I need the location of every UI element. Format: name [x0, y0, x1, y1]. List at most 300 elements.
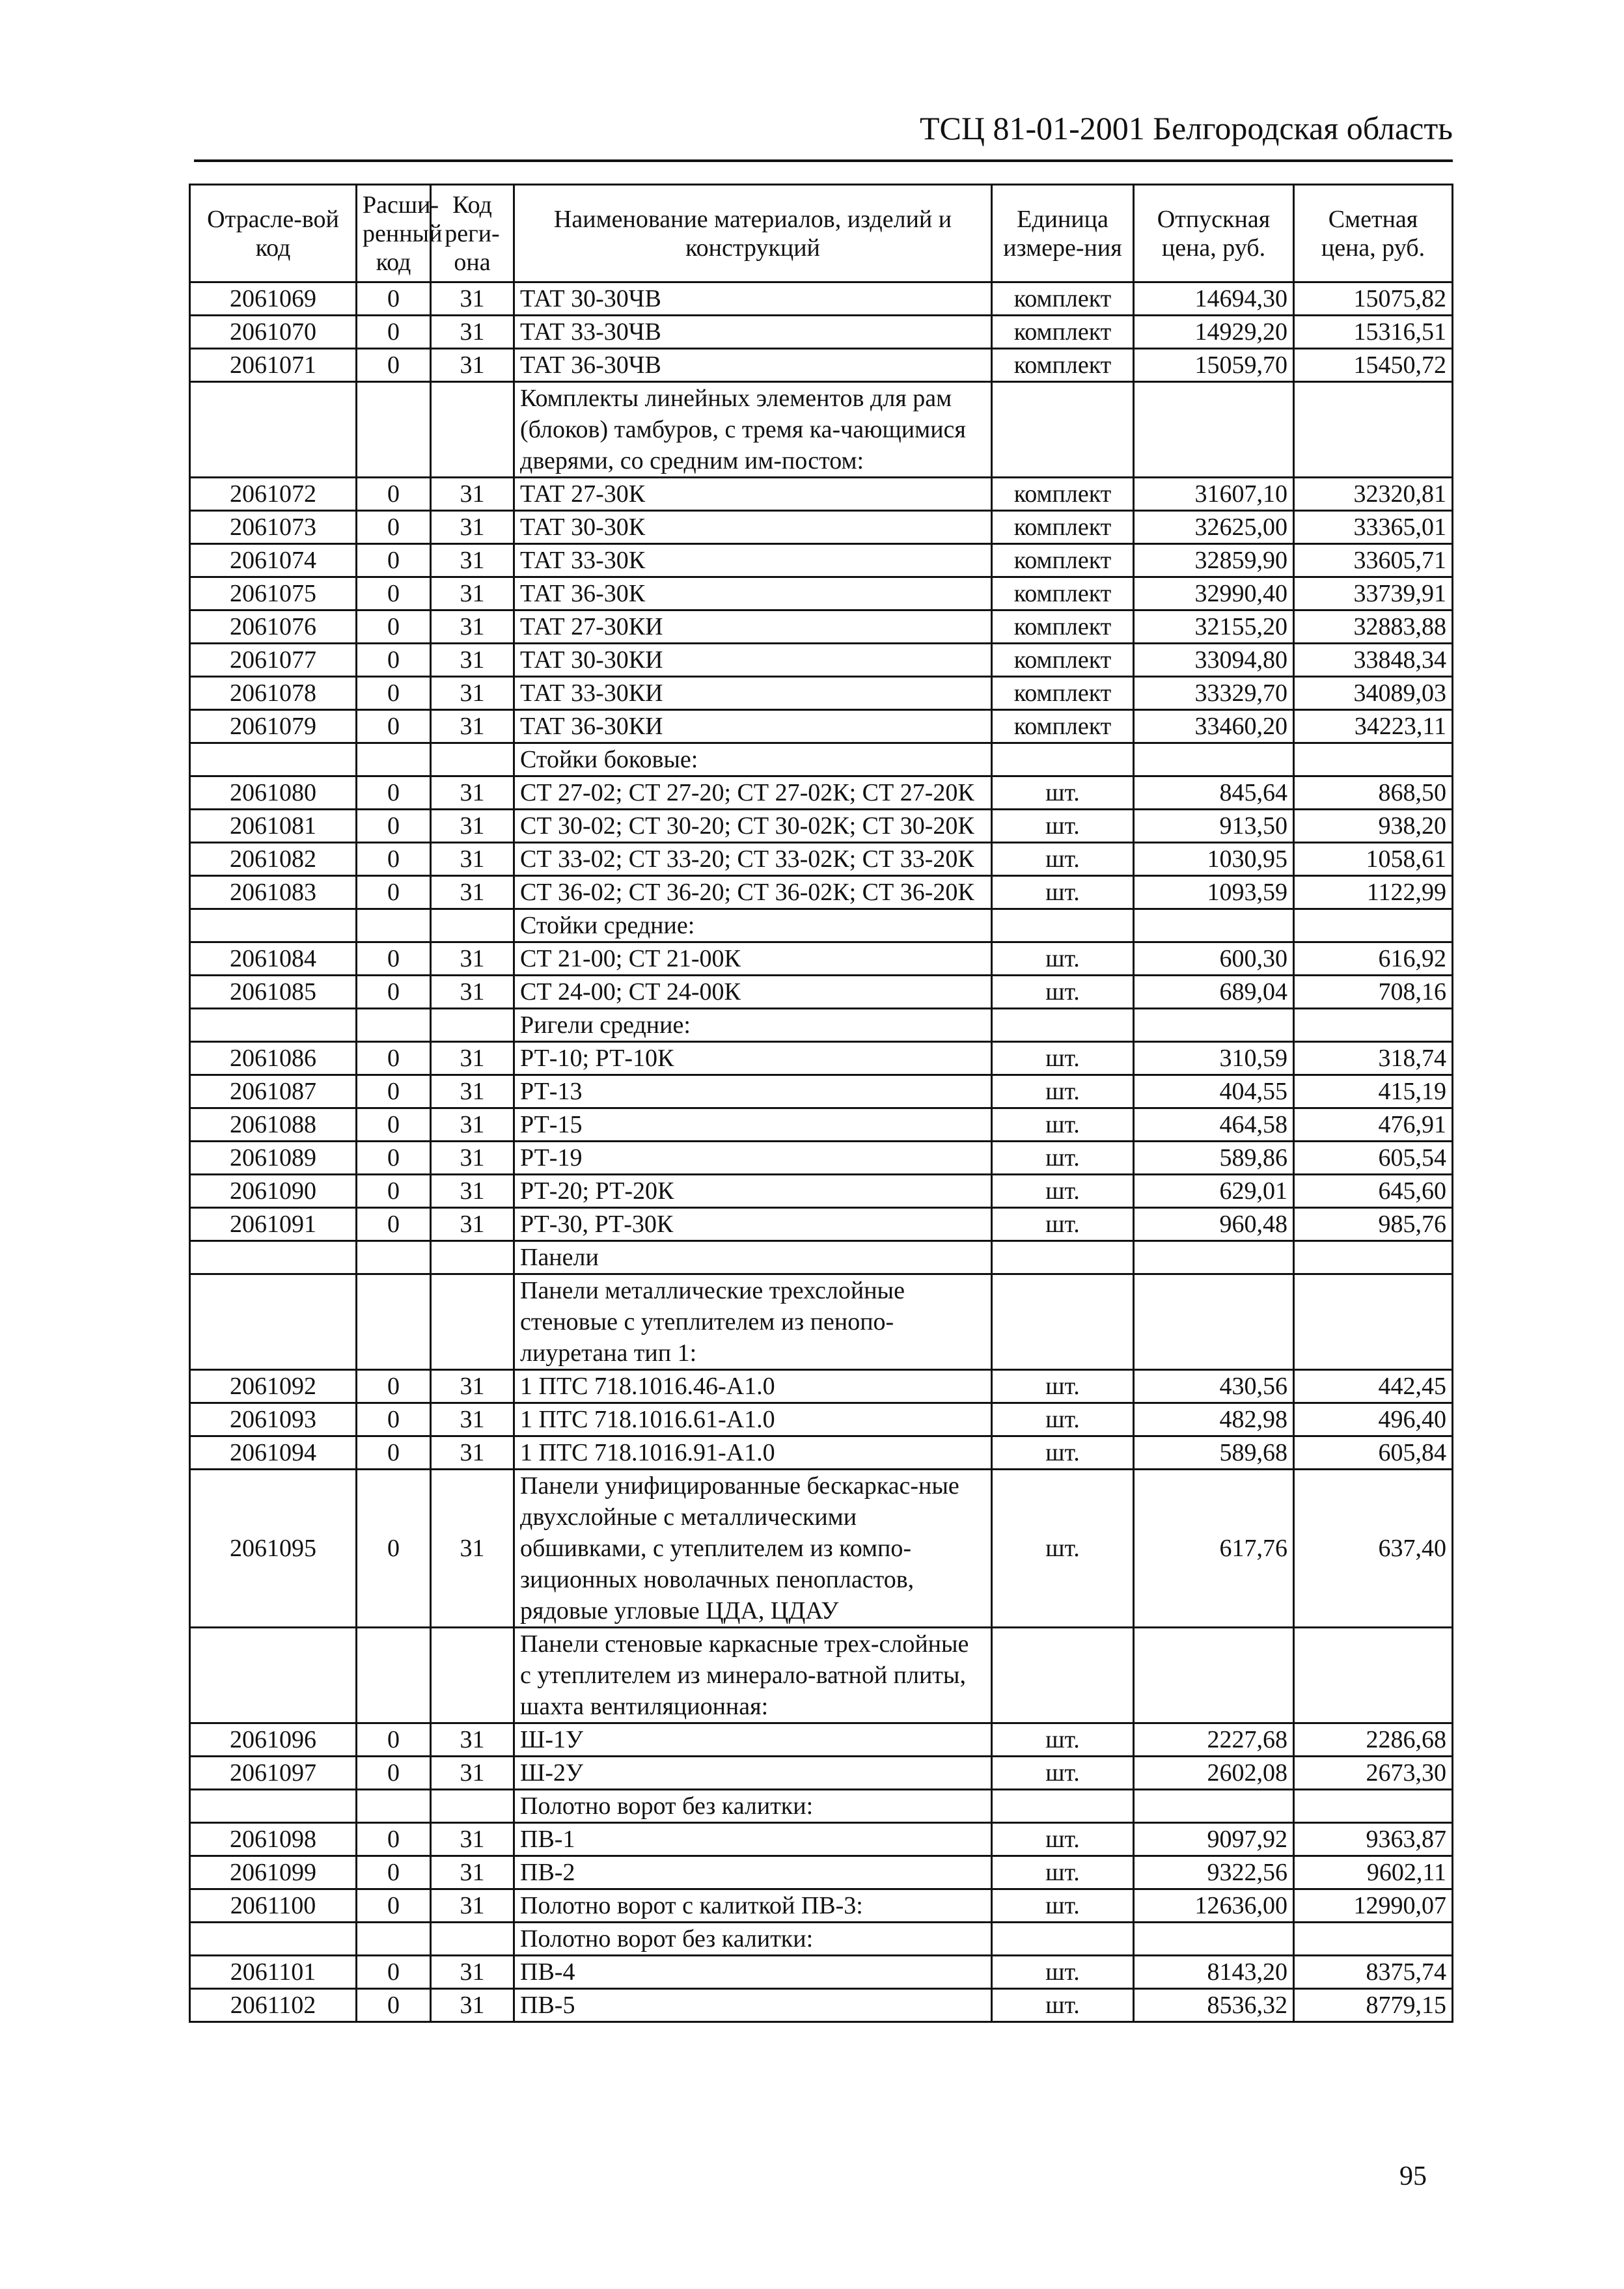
cell-code: 2061086	[190, 1042, 357, 1075]
cell-name: ТАТ 33-30К	[514, 544, 992, 577]
cell-estimate-price: 9363,87	[1294, 1823, 1453, 1856]
cell-name: ПВ-5	[514, 1989, 992, 2022]
cell-code: 2061080	[190, 776, 357, 810]
cell-unit: шт.	[992, 942, 1134, 976]
cell-unit	[992, 1923, 1134, 1956]
cell-unit: шт.	[992, 1208, 1134, 1241]
cell-region-code: 31	[431, 843, 514, 876]
cell-unit: шт.	[992, 810, 1134, 843]
cell-code: 2061088	[190, 1108, 357, 1142]
cell-name: СТ 27-02; СТ 27-20; СТ 27-02К; СТ 27-20К	[514, 776, 992, 810]
cell-code	[190, 1241, 357, 1274]
table-row	[190, 1274, 1453, 1370]
cell-release-price	[1134, 1241, 1294, 1274]
cell-code: 2061094	[190, 1436, 357, 1470]
cell-region-code: 31	[431, 1436, 514, 1470]
table-row	[190, 1923, 1453, 1956]
cell-ext-code: 0	[357, 1042, 431, 1075]
cell-code: 2061073	[190, 511, 357, 544]
cell-estimate-price: 8375,74	[1294, 1956, 1453, 1989]
cell-ext-code: 0	[357, 1108, 431, 1142]
cell-unit	[992, 1274, 1134, 1370]
cell-name: ТАТ 30-30ЧВ	[514, 282, 992, 316]
cell-code: 2061085	[190, 976, 357, 1009]
cell-region-code: 31	[431, 1956, 514, 1989]
cell-unit	[992, 1009, 1134, 1042]
cell-unit: шт.	[992, 1757, 1134, 1790]
cell-estimate-price: 15450,72	[1294, 349, 1453, 382]
col-header-estimate-price: Сметная цена, руб.	[1294, 185, 1453, 282]
cell-name: Стойки средние:	[514, 909, 992, 942]
cell-name: СТ 33-02; СТ 33-20; СТ 33-02К; СТ 33-20К	[514, 843, 992, 876]
cell-name: РТ-15	[514, 1108, 992, 1142]
cell-estimate-price: 33365,01	[1294, 511, 1453, 544]
cell-estimate-price	[1294, 1274, 1453, 1370]
cell-ext-code: 0	[357, 1403, 431, 1436]
cell-region-code: 31	[431, 710, 514, 743]
cell-release-price: 404,55	[1134, 1075, 1294, 1108]
table-row	[190, 1208, 1453, 1241]
cell-region-code: 31	[431, 544, 514, 577]
cell-estimate-price: 415,19	[1294, 1075, 1453, 1108]
cell-estimate-price	[1294, 909, 1453, 942]
cell-region-code: 31	[431, 1403, 514, 1436]
cell-region-code: 31	[431, 1757, 514, 1790]
table-row	[190, 1856, 1453, 1889]
cell-region-code: 31	[431, 1208, 514, 1241]
cell-region-code: 31	[431, 1889, 514, 1923]
cell-release-price: 2602,08	[1134, 1757, 1294, 1790]
cell-code	[190, 1628, 357, 1723]
cell-release-price: 960,48	[1134, 1208, 1294, 1241]
cell-unit: комплект	[992, 677, 1134, 710]
cell-estimate-price: 442,45	[1294, 1370, 1453, 1403]
col-header-unit: Единица измере-ния	[992, 185, 1134, 282]
cell-code: 2061087	[190, 1075, 357, 1108]
cell-code: 2061101	[190, 1956, 357, 1989]
cell-region-code: 31	[431, 876, 514, 909]
cell-estimate-price: 9602,11	[1294, 1856, 1453, 1889]
cell-name: СТ 21-00; СТ 21-00К	[514, 942, 992, 976]
cell-estimate-price: 645,60	[1294, 1175, 1453, 1208]
table-row	[190, 1723, 1453, 1757]
cell-unit: комплект	[992, 349, 1134, 382]
cell-region-code: 31	[431, 282, 514, 316]
cell-ext-code: 0	[357, 1175, 431, 1208]
header-divider	[194, 159, 1453, 162]
cell-region-code	[431, 1923, 514, 1956]
col-header-code: Отрасле-вой код	[190, 185, 357, 282]
cell-unit: шт.	[992, 1403, 1134, 1436]
cell-release-price: 32990,40	[1134, 577, 1294, 610]
cell-ext-code: 0	[357, 710, 431, 743]
cell-region-code: 31	[431, 478, 514, 511]
table-row	[190, 1042, 1453, 1075]
cell-estimate-price	[1294, 1923, 1453, 1956]
table-row	[190, 511, 1453, 544]
cell-release-price: 9322,56	[1134, 1856, 1294, 1889]
col-header-region-code: Код реги-она	[431, 185, 514, 282]
cell-unit: комплект	[992, 577, 1134, 610]
cell-release-price: 589,86	[1134, 1142, 1294, 1175]
cell-estimate-price	[1294, 743, 1453, 776]
cell-code: 2061083	[190, 876, 357, 909]
table-row	[190, 1757, 1453, 1790]
cell-code: 2061097	[190, 1757, 357, 1790]
cell-unit: шт.	[992, 1042, 1134, 1075]
cell-region-code: 31	[431, 810, 514, 843]
cell-region-code: 31	[431, 644, 514, 677]
table-row	[190, 810, 1453, 843]
cell-code: 2061075	[190, 577, 357, 610]
cell-release-price: 8143,20	[1134, 1956, 1294, 1989]
cell-estimate-price: 15316,51	[1294, 316, 1453, 349]
cell-unit: шт.	[992, 776, 1134, 810]
table-body	[190, 282, 1453, 2022]
cell-ext-code: 0	[357, 776, 431, 810]
cell-code: 2061078	[190, 677, 357, 710]
cell-code: 2061089	[190, 1142, 357, 1175]
cell-release-price: 14929,20	[1134, 316, 1294, 349]
cell-name: СТ 36-02; СТ 36-20; СТ 36-02К; СТ 36-20К	[514, 876, 992, 909]
cell-estimate-price: 1058,61	[1294, 843, 1453, 876]
cell-ext-code: 0	[357, 1823, 431, 1856]
table-row	[190, 478, 1453, 511]
cell-name: ТАТ 33-30КИ	[514, 677, 992, 710]
cell-name: Ш-2У	[514, 1757, 992, 1790]
cell-release-price: 33460,20	[1134, 710, 1294, 743]
cell-ext-code: 0	[357, 1208, 431, 1241]
cell-code: 2061082	[190, 843, 357, 876]
cell-region-code: 31	[431, 1142, 514, 1175]
cell-ext-code	[357, 1009, 431, 1042]
table-row	[190, 1989, 1453, 2022]
cell-region-code: 31	[431, 577, 514, 610]
cell-estimate-price: 708,16	[1294, 976, 1453, 1009]
table-row	[190, 1009, 1453, 1042]
cell-name: ПВ-4	[514, 1956, 992, 1989]
table-row	[190, 1470, 1453, 1628]
cell-release-price	[1134, 743, 1294, 776]
cell-estimate-price: 496,40	[1294, 1403, 1453, 1436]
table-row	[190, 1075, 1453, 1108]
table-row	[190, 577, 1453, 610]
cell-unit: шт.	[992, 1075, 1134, 1108]
cell-ext-code: 0	[357, 1075, 431, 1108]
cell-region-code: 31	[431, 316, 514, 349]
cell-estimate-price: 476,91	[1294, 1108, 1453, 1142]
cell-unit: шт.	[992, 1108, 1134, 1142]
cell-unit: шт.	[992, 1989, 1134, 2022]
cell-unit: комплект	[992, 610, 1134, 644]
cell-release-price: 617,76	[1134, 1470, 1294, 1628]
cell-name: СТ 24-00; СТ 24-00К	[514, 976, 992, 1009]
cell-unit: комплект	[992, 511, 1134, 544]
cell-code: 2061095	[190, 1470, 357, 1628]
cell-region-code	[431, 1790, 514, 1823]
cell-unit	[992, 909, 1134, 942]
cell-code	[190, 909, 357, 942]
cell-region-code: 31	[431, 1856, 514, 1889]
cell-name: РТ-10; РТ-10К	[514, 1042, 992, 1075]
cell-ext-code	[357, 743, 431, 776]
cell-code	[190, 743, 357, 776]
cell-code: 2061098	[190, 1823, 357, 1856]
cell-name: Полотно ворот без калитки:	[514, 1790, 992, 1823]
cell-estimate-price: 637,40	[1294, 1470, 1453, 1628]
cell-code	[190, 1009, 357, 1042]
table-row	[190, 1403, 1453, 1436]
table-header-row	[190, 185, 1453, 282]
table-row	[190, 610, 1453, 644]
cell-region-code: 31	[431, 1075, 514, 1108]
cell-unit: комплект	[992, 710, 1134, 743]
cell-ext-code: 0	[357, 478, 431, 511]
cell-release-price: 8536,32	[1134, 1989, 1294, 2022]
cell-release-price: 589,68	[1134, 1436, 1294, 1470]
cell-code: 2061077	[190, 644, 357, 677]
cell-name: Комплекты линейных элементов для рам (блоков) тамбуров, с тремя ка-чающимися дверями, со средним им-постом:	[514, 382, 992, 478]
cell-unit	[992, 1790, 1134, 1823]
cell-release-price: 14694,30	[1134, 282, 1294, 316]
cell-ext-code: 0	[357, 1889, 431, 1923]
cell-name: ТАТ 30-30К	[514, 511, 992, 544]
cell-name: Панели стеновые каркасные трех-слойные с утеплителем из минерало-ватной плиты, шахта вентиляционная:	[514, 1628, 992, 1723]
cell-region-code: 31	[431, 1989, 514, 2022]
cell-release-price: 32155,20	[1134, 610, 1294, 644]
cell-region-code: 31	[431, 1175, 514, 1208]
cell-estimate-price: 868,50	[1294, 776, 1453, 810]
cell-release-price: 1093,59	[1134, 876, 1294, 909]
cell-ext-code: 0	[357, 1757, 431, 1790]
cell-ext-code	[357, 1923, 431, 1956]
cell-estimate-price: 34223,11	[1294, 710, 1453, 743]
cell-release-price: 482,98	[1134, 1403, 1294, 1436]
cell-ext-code: 0	[357, 843, 431, 876]
cell-ext-code: 0	[357, 644, 431, 677]
cell-estimate-price: 15075,82	[1294, 282, 1453, 316]
cell-estimate-price: 34089,03	[1294, 677, 1453, 710]
cell-estimate-price: 985,76	[1294, 1208, 1453, 1241]
cell-code: 2061091	[190, 1208, 357, 1241]
cell-unit: шт.	[992, 1856, 1134, 1889]
cell-name: ТАТ 30-30КИ	[514, 644, 992, 677]
cell-ext-code: 0	[357, 544, 431, 577]
cell-estimate-price	[1294, 1790, 1453, 1823]
cell-unit: шт.	[992, 1175, 1134, 1208]
cell-unit: шт.	[992, 1370, 1134, 1403]
price-table	[189, 184, 1453, 2023]
table-row	[190, 316, 1453, 349]
cell-estimate-price	[1294, 1009, 1453, 1042]
cell-ext-code: 0	[357, 1956, 431, 1989]
cell-region-code: 31	[431, 610, 514, 644]
cell-region-code	[431, 1628, 514, 1723]
cell-release-price: 600,30	[1134, 942, 1294, 976]
cell-code: 2061074	[190, 544, 357, 577]
cell-region-code	[431, 743, 514, 776]
cell-estimate-price: 605,84	[1294, 1436, 1453, 1470]
cell-estimate-price: 33848,34	[1294, 644, 1453, 677]
cell-name: ТАТ 27-30К	[514, 478, 992, 511]
cell-unit: шт.	[992, 1470, 1134, 1628]
table-row	[190, 1889, 1453, 1923]
cell-estimate-price: 2286,68	[1294, 1723, 1453, 1757]
cell-release-price: 1030,95	[1134, 843, 1294, 876]
table-row	[190, 942, 1453, 976]
table-row	[190, 710, 1453, 743]
cell-release-price	[1134, 1790, 1294, 1823]
cell-ext-code: 0	[357, 282, 431, 316]
cell-region-code: 31	[431, 677, 514, 710]
table-row	[190, 743, 1453, 776]
table-row	[190, 1436, 1453, 1470]
cell-name: 1 ПТС 718.1016.61-А1.0	[514, 1403, 992, 1436]
cell-ext-code	[357, 909, 431, 942]
cell-name: РТ-30, РТ-30К	[514, 1208, 992, 1241]
cell-ext-code: 0	[357, 976, 431, 1009]
cell-name: ТАТ 36-30К	[514, 577, 992, 610]
cell-name: ТАТ 36-30ЧВ	[514, 349, 992, 382]
cell-estimate-price: 32883,88	[1294, 610, 1453, 644]
cell-region-code: 31	[431, 1470, 514, 1628]
cell-region-code: 31	[431, 942, 514, 976]
cell-ext-code	[357, 1628, 431, 1723]
cell-name: ТАТ 27-30КИ	[514, 610, 992, 644]
cell-region-code: 31	[431, 1108, 514, 1142]
cell-unit: шт.	[992, 1956, 1134, 1989]
cell-name: ТАТ 33-30ЧВ	[514, 316, 992, 349]
cell-ext-code: 0	[357, 942, 431, 976]
cell-name: Панели унифицированные бескаркас-ные двухслойные с металлическими обшивками, с утеплителем из компо-зиционных новолачных пенопластов, рядовые угловые ЦДА, ЦДАУ	[514, 1470, 992, 1628]
cell-name: РТ-13	[514, 1075, 992, 1108]
table-row	[190, 843, 1453, 876]
cell-name: ТАТ 36-30КИ	[514, 710, 992, 743]
cell-name: Панели	[514, 1241, 992, 1274]
table-row	[190, 1628, 1453, 1723]
cell-release-price: 310,59	[1134, 1042, 1294, 1075]
cell-unit: шт.	[992, 1723, 1134, 1757]
cell-estimate-price: 2673,30	[1294, 1757, 1453, 1790]
cell-code: 2061099	[190, 1856, 357, 1889]
cell-unit: шт.	[992, 1823, 1134, 1856]
cell-release-price	[1134, 382, 1294, 478]
table-row	[190, 382, 1453, 478]
table-row	[190, 909, 1453, 942]
cell-estimate-price: 32320,81	[1294, 478, 1453, 511]
col-header-release-price: Отпускная цена, руб.	[1134, 185, 1294, 282]
cell-release-price: 15059,70	[1134, 349, 1294, 382]
cell-unit: шт.	[992, 843, 1134, 876]
cell-unit: комплект	[992, 478, 1134, 511]
cell-ext-code: 0	[357, 1370, 431, 1403]
table-row	[190, 349, 1453, 382]
cell-code	[190, 1923, 357, 1956]
cell-region-code	[431, 909, 514, 942]
cell-release-price	[1134, 1628, 1294, 1723]
cell-name: ПВ-2	[514, 1856, 992, 1889]
cell-code: 2061070	[190, 316, 357, 349]
cell-region-code: 31	[431, 776, 514, 810]
cell-estimate-price: 318,74	[1294, 1042, 1453, 1075]
cell-region-code: 31	[431, 976, 514, 1009]
cell-name: Панели металлические трехслойные стеновые с утеплителем из пенопо-лиуретана тип 1:	[514, 1274, 992, 1370]
cell-unit: шт.	[992, 1889, 1134, 1923]
cell-name: Ш-1У	[514, 1723, 992, 1757]
cell-release-price: 31607,10	[1134, 478, 1294, 511]
cell-estimate-price: 605,54	[1294, 1142, 1453, 1175]
cell-name: ПВ-1	[514, 1823, 992, 1856]
cell-code: 2061100	[190, 1889, 357, 1923]
cell-code: 2061093	[190, 1403, 357, 1436]
table-row	[190, 1142, 1453, 1175]
cell-region-code: 31	[431, 1723, 514, 1757]
cell-release-price: 430,56	[1134, 1370, 1294, 1403]
cell-ext-code: 0	[357, 1470, 431, 1628]
cell-code: 2061081	[190, 810, 357, 843]
cell-name: СТ 30-02; СТ 30-20; СТ 30-02К; СТ 30-20К	[514, 810, 992, 843]
cell-code: 2061076	[190, 610, 357, 644]
cell-unit: комплект	[992, 316, 1134, 349]
cell-ext-code: 0	[357, 1436, 431, 1470]
cell-ext-code: 0	[357, 1989, 431, 2022]
cell-ext-code: 0	[357, 349, 431, 382]
cell-region-code	[431, 1274, 514, 1370]
cell-unit: шт.	[992, 1142, 1134, 1175]
cell-release-price: 12636,00	[1134, 1889, 1294, 1923]
page-number: 95	[1399, 2161, 1427, 2191]
cell-region-code	[431, 1009, 514, 1042]
cell-name: Полотно ворот без калитки:	[514, 1923, 992, 1956]
table-row	[190, 776, 1453, 810]
cell-ext-code	[357, 382, 431, 478]
cell-region-code: 31	[431, 349, 514, 382]
cell-unit	[992, 1628, 1134, 1723]
cell-unit	[992, 382, 1134, 478]
table-row	[190, 1241, 1453, 1274]
cell-unit: шт.	[992, 876, 1134, 909]
cell-code: 2061069	[190, 282, 357, 316]
cell-region-code: 31	[431, 511, 514, 544]
cell-release-price	[1134, 1009, 1294, 1042]
cell-ext-code	[357, 1241, 431, 1274]
cell-code: 2061092	[190, 1370, 357, 1403]
cell-region-code	[431, 382, 514, 478]
cell-release-price	[1134, 1274, 1294, 1370]
cell-estimate-price: 938,20	[1294, 810, 1453, 843]
cell-release-price: 464,58	[1134, 1108, 1294, 1142]
cell-estimate-price	[1294, 1241, 1453, 1274]
cell-unit: шт.	[992, 976, 1134, 1009]
cell-ext-code: 0	[357, 1856, 431, 1889]
cell-code	[190, 1274, 357, 1370]
cell-estimate-price	[1294, 382, 1453, 478]
cell-ext-code: 0	[357, 511, 431, 544]
cell-release-price: 33329,70	[1134, 677, 1294, 710]
table-row	[190, 1370, 1453, 1403]
col-header-ext-code: Расши-ренный код	[357, 185, 431, 282]
cell-name: Полотно ворот с калиткой ПВ-3:	[514, 1889, 992, 1923]
table-row	[190, 1823, 1453, 1856]
table-row	[190, 282, 1453, 316]
cell-release-price	[1134, 909, 1294, 942]
cell-region-code: 31	[431, 1823, 514, 1856]
cell-code: 2061102	[190, 1989, 357, 2022]
cell-unit: шт.	[992, 1436, 1134, 1470]
cell-release-price: 845,64	[1134, 776, 1294, 810]
cell-unit: комплект	[992, 282, 1134, 316]
cell-unit	[992, 1241, 1134, 1274]
